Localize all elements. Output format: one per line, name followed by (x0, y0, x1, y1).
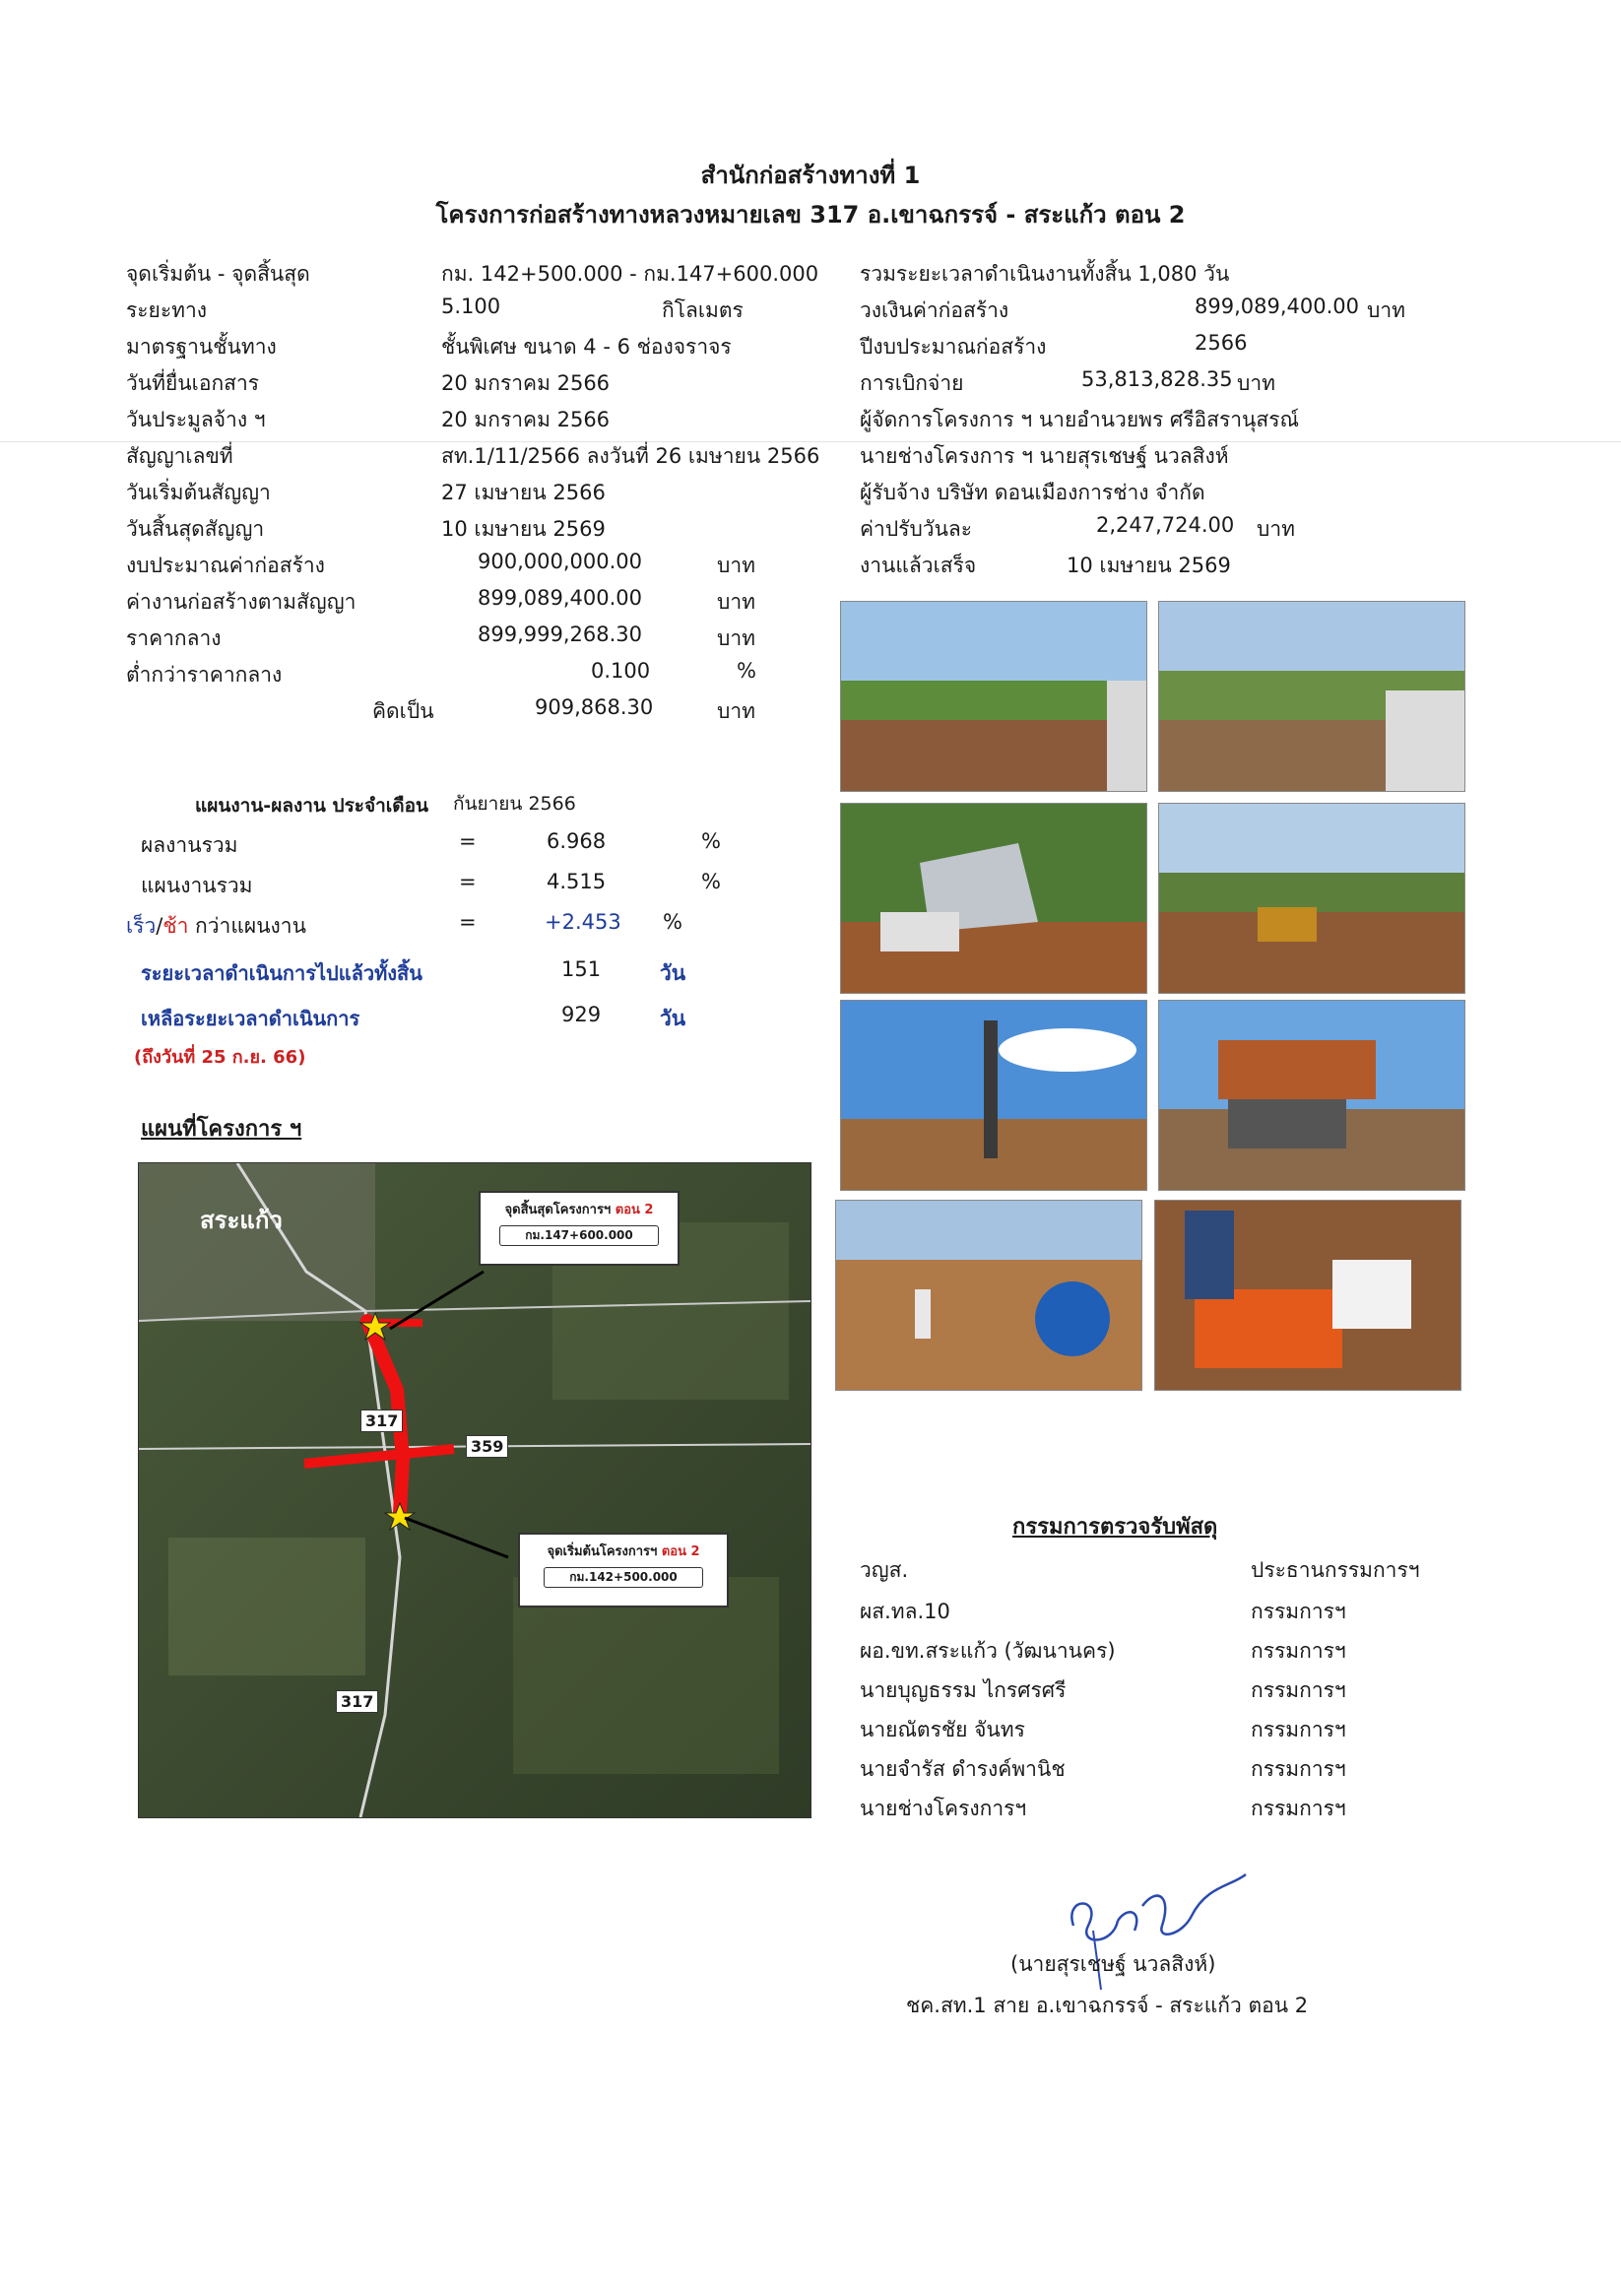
end-point-section: ตอน 2 (615, 1203, 654, 1217)
budget-value: 900,000,000.00 (478, 550, 642, 573)
site-photo-workers (835, 1200, 1142, 1391)
map-satellite-image (139, 1163, 810, 1817)
map-heading: แผนที่โครงการ ฯ (141, 1117, 302, 1142)
contract-amount-label: วงเงินค่าก่อสร้าง (860, 298, 1009, 322)
route-317-marker-bottom: 317 (336, 1690, 378, 1713)
budget-unit: บาท (717, 590, 755, 614)
start-point-callout (518, 1533, 729, 1607)
committee-member-role: กรรมการฯ (1251, 1600, 1346, 1623)
fine-unit: บาท (1257, 517, 1295, 541)
info-label: จุดเริ่มต้น - จุดสิ้นสุด (126, 262, 310, 286)
budget-label: คิดเป็น (372, 699, 434, 723)
site-photo-road-embankment (840, 601, 1147, 792)
info-label: สัญญาเลขที่ (126, 444, 233, 468)
committee-member-name: วญส. (860, 1558, 909, 1582)
info-label: มาตรฐานชั้นทาง (126, 335, 277, 359)
info-value: 10 เมษายน 2569 (441, 517, 606, 541)
as-of-date: (ถึงวันที่ 25 ก.ย. 66) (134, 1047, 306, 1068)
contractor-text: ผู้รับจ้าง บริษัท ดอนเมืองการช่าง จำกัด (860, 481, 1205, 504)
start-point-section: ตอน 2 (661, 1544, 700, 1559)
route-317-marker-top: 317 (360, 1410, 403, 1432)
info-value: 20 มกราคม 2566 (441, 371, 611, 395)
budget-label: ค่างานก่อสร้างตามสัญญา (126, 590, 357, 614)
budget-value: 0.100 (591, 659, 651, 683)
fine-value: 2,247,724.00 (1096, 513, 1235, 537)
end-point-km: กม.147+600.000 (499, 1225, 659, 1246)
elapsed-unit: วัน (660, 961, 686, 985)
end-point-callout (479, 1191, 680, 1266)
project-map (138, 1162, 811, 1818)
disbursement-label: การเบิกจ่าย (860, 371, 964, 395)
slow-label: ช้า (162, 914, 189, 938)
info-label: วันสิ้นสุดสัญญา (126, 517, 265, 541)
route-359-marker: 359 (466, 1435, 508, 1458)
contract-amount-value: 899,089,400.00 (1195, 295, 1359, 318)
budget-unit: % (737, 659, 756, 683)
committee-member-name: ผส.ทล.10 (860, 1600, 950, 1623)
progress-label: แผนงานรวม (141, 874, 253, 897)
budget-value: 899,999,268.30 (478, 623, 642, 646)
progress-label: ผลงานรวม (141, 833, 238, 857)
committee-heading: กรรมการตรวจรับพัสดุ (1012, 1515, 1218, 1540)
elapsed-label: ระยะเวลาดำเนินการไปแล้วทั้งสิ้น (141, 961, 422, 985)
remaining-unit: วัน (660, 1007, 686, 1030)
info-label: วันประมูลจ้าง ฯ (126, 408, 266, 431)
signer-position: ชค.สท.1 สาย อ.เขาฉกรรจ์ - สระแก้ว ตอน 2 (906, 1994, 1309, 2017)
info-label: วันเริ่มต้นสัญญา (126, 481, 271, 504)
committee-member-role: กรรมการฯ (1251, 1718, 1346, 1741)
compare-label: กว่าแผนงาน (188, 914, 306, 938)
info-label: ระยะทาง (126, 298, 208, 322)
site-photo-dump-truck (840, 803, 1147, 994)
engineer-text: นายช่างโครงการ ฯ นายสุรเชษฐ์ นวลสิงห์ (860, 444, 1229, 468)
committee-member-name: นายจำรัส ดำรงค์พานิช (860, 1757, 1066, 1781)
info-value: 20 มกราคม 2566 (441, 408, 611, 431)
site-photo-equipment (1154, 1200, 1461, 1391)
committee-member-name: นายช่างโครงการฯ (860, 1797, 1027, 1820)
site-photo-roller (1158, 803, 1465, 994)
info-value: กม. 142+500.000 - กม.147+600.000 (441, 262, 819, 286)
budget-unit: บาท (717, 554, 755, 577)
site-photo-road-shoulder (1158, 601, 1465, 792)
info-value: สท.1/11/2566 ลงวันที่ 26 เมษายน 2566 (441, 444, 820, 468)
signer-name: (นายสุรเชษฐ์ นวลสิงห์) (1010, 1952, 1216, 1976)
committee-member-role: ประธานกรรมการฯ (1251, 1558, 1420, 1582)
elapsed-value: 151 (561, 957, 602, 981)
compare-eq: = (459, 910, 477, 934)
committee-member-name: นายบุญธรรม ไกรศรศรี (860, 1678, 1067, 1702)
slash: / (156, 914, 163, 938)
site-photo-bridge-pier (1158, 1000, 1465, 1191)
committee-member-role: กรรมการฯ (1251, 1678, 1346, 1702)
committee-member-name: ผอ.ขท.สระแก้ว (วัฒนานคร) (860, 1639, 1116, 1663)
header-project: โครงการก่อสร้างทางหลวงหมายเลข 317 อ.เขาฉกรรจ์ - สระแก้ว ตอน 2 (435, 201, 1186, 229)
completion-label: งานแล้วเสร็จ (860, 554, 977, 577)
completion-value: 10 เมษายน 2569 (1067, 554, 1231, 577)
fast-label: เร็ว (126, 914, 157, 938)
progress-unit: % (701, 870, 721, 893)
committee-member-role: กรรมการฯ (1251, 1757, 1346, 1781)
map-town-label: สระแก้ว (200, 1207, 283, 1234)
budget-unit: บาท (717, 699, 755, 723)
remaining-label: เหลือระยะเวลาดำเนินการ (141, 1007, 360, 1030)
info-unit: กิโลเมตร (662, 298, 744, 322)
fast-slow-label (126, 910, 306, 943)
progress-month: กันยายน 2566 (453, 793, 576, 815)
duration-text: รวมระยะเวลาดำเนินงานทั้งสิ้น 1,080 วัน (860, 262, 1230, 286)
fiscal-label: ปีงบประมาณก่อสร้าง (860, 335, 1047, 359)
budget-label: งบประมาณค่าก่อสร้าง (126, 554, 325, 577)
start-point-km: กม.142+500.000 (544, 1567, 703, 1588)
compare-value: +2.453 (545, 910, 621, 934)
budget-label: ต่ำกว่าราคากลาง (126, 663, 283, 687)
progress-unit: % (701, 829, 721, 853)
progress-value: 4.515 (547, 870, 607, 893)
info-label: วันที่ยื่นเอกสาร (126, 371, 260, 395)
committee-member-role: กรรมการฯ (1251, 1797, 1346, 1820)
committee-member-name: นายณัตรชัย จันทร (860, 1718, 1025, 1741)
budget-value: 909,868.30 (535, 695, 654, 719)
budget-unit: บาท (717, 626, 755, 650)
start-point-prefix: จุดเริ่มต้นโครงการฯ (547, 1544, 662, 1559)
progress-eq: = (459, 829, 477, 853)
end-point-prefix: จุดสิ้นสุดโครงการฯ (504, 1203, 616, 1217)
disbursement-unit: บาท (1237, 371, 1275, 395)
progress-heading: แผนงาน-ผลงาน ประจำเดือน (195, 795, 429, 817)
progress-eq: = (459, 870, 477, 893)
committee-member-role: กรรมการฯ (1251, 1639, 1346, 1663)
budget-label: ราคากลาง (126, 626, 222, 650)
fiscal-value: 2566 (1195, 331, 1248, 355)
contract-amount-unit: บาท (1367, 298, 1405, 322)
info-value: ชั้นพิเศษ ขนาด 4 - 6 ช่องจราจร (441, 335, 732, 359)
fine-label: ค่าปรับวันละ (860, 517, 973, 541)
manager-text: ผู้จัดการโครงการ ฯ นายอำนวยพร ศรีอิสรานุสรณ์ (860, 408, 1299, 431)
budget-value: 899,089,400.00 (478, 586, 642, 610)
site-photo-drilling-rig (840, 1000, 1147, 1191)
remaining-value: 929 (561, 1003, 602, 1026)
disbursement-value: 53,813,828.35 (1081, 367, 1233, 391)
header-agency: สำนักก่อสร้างทางที่ 1 (700, 162, 921, 189)
progress-value: 6.968 (547, 829, 607, 853)
info-value: 27 เมษายน 2566 (441, 481, 606, 504)
compare-unit: % (663, 910, 682, 934)
info-value: 5.100 (441, 295, 501, 318)
